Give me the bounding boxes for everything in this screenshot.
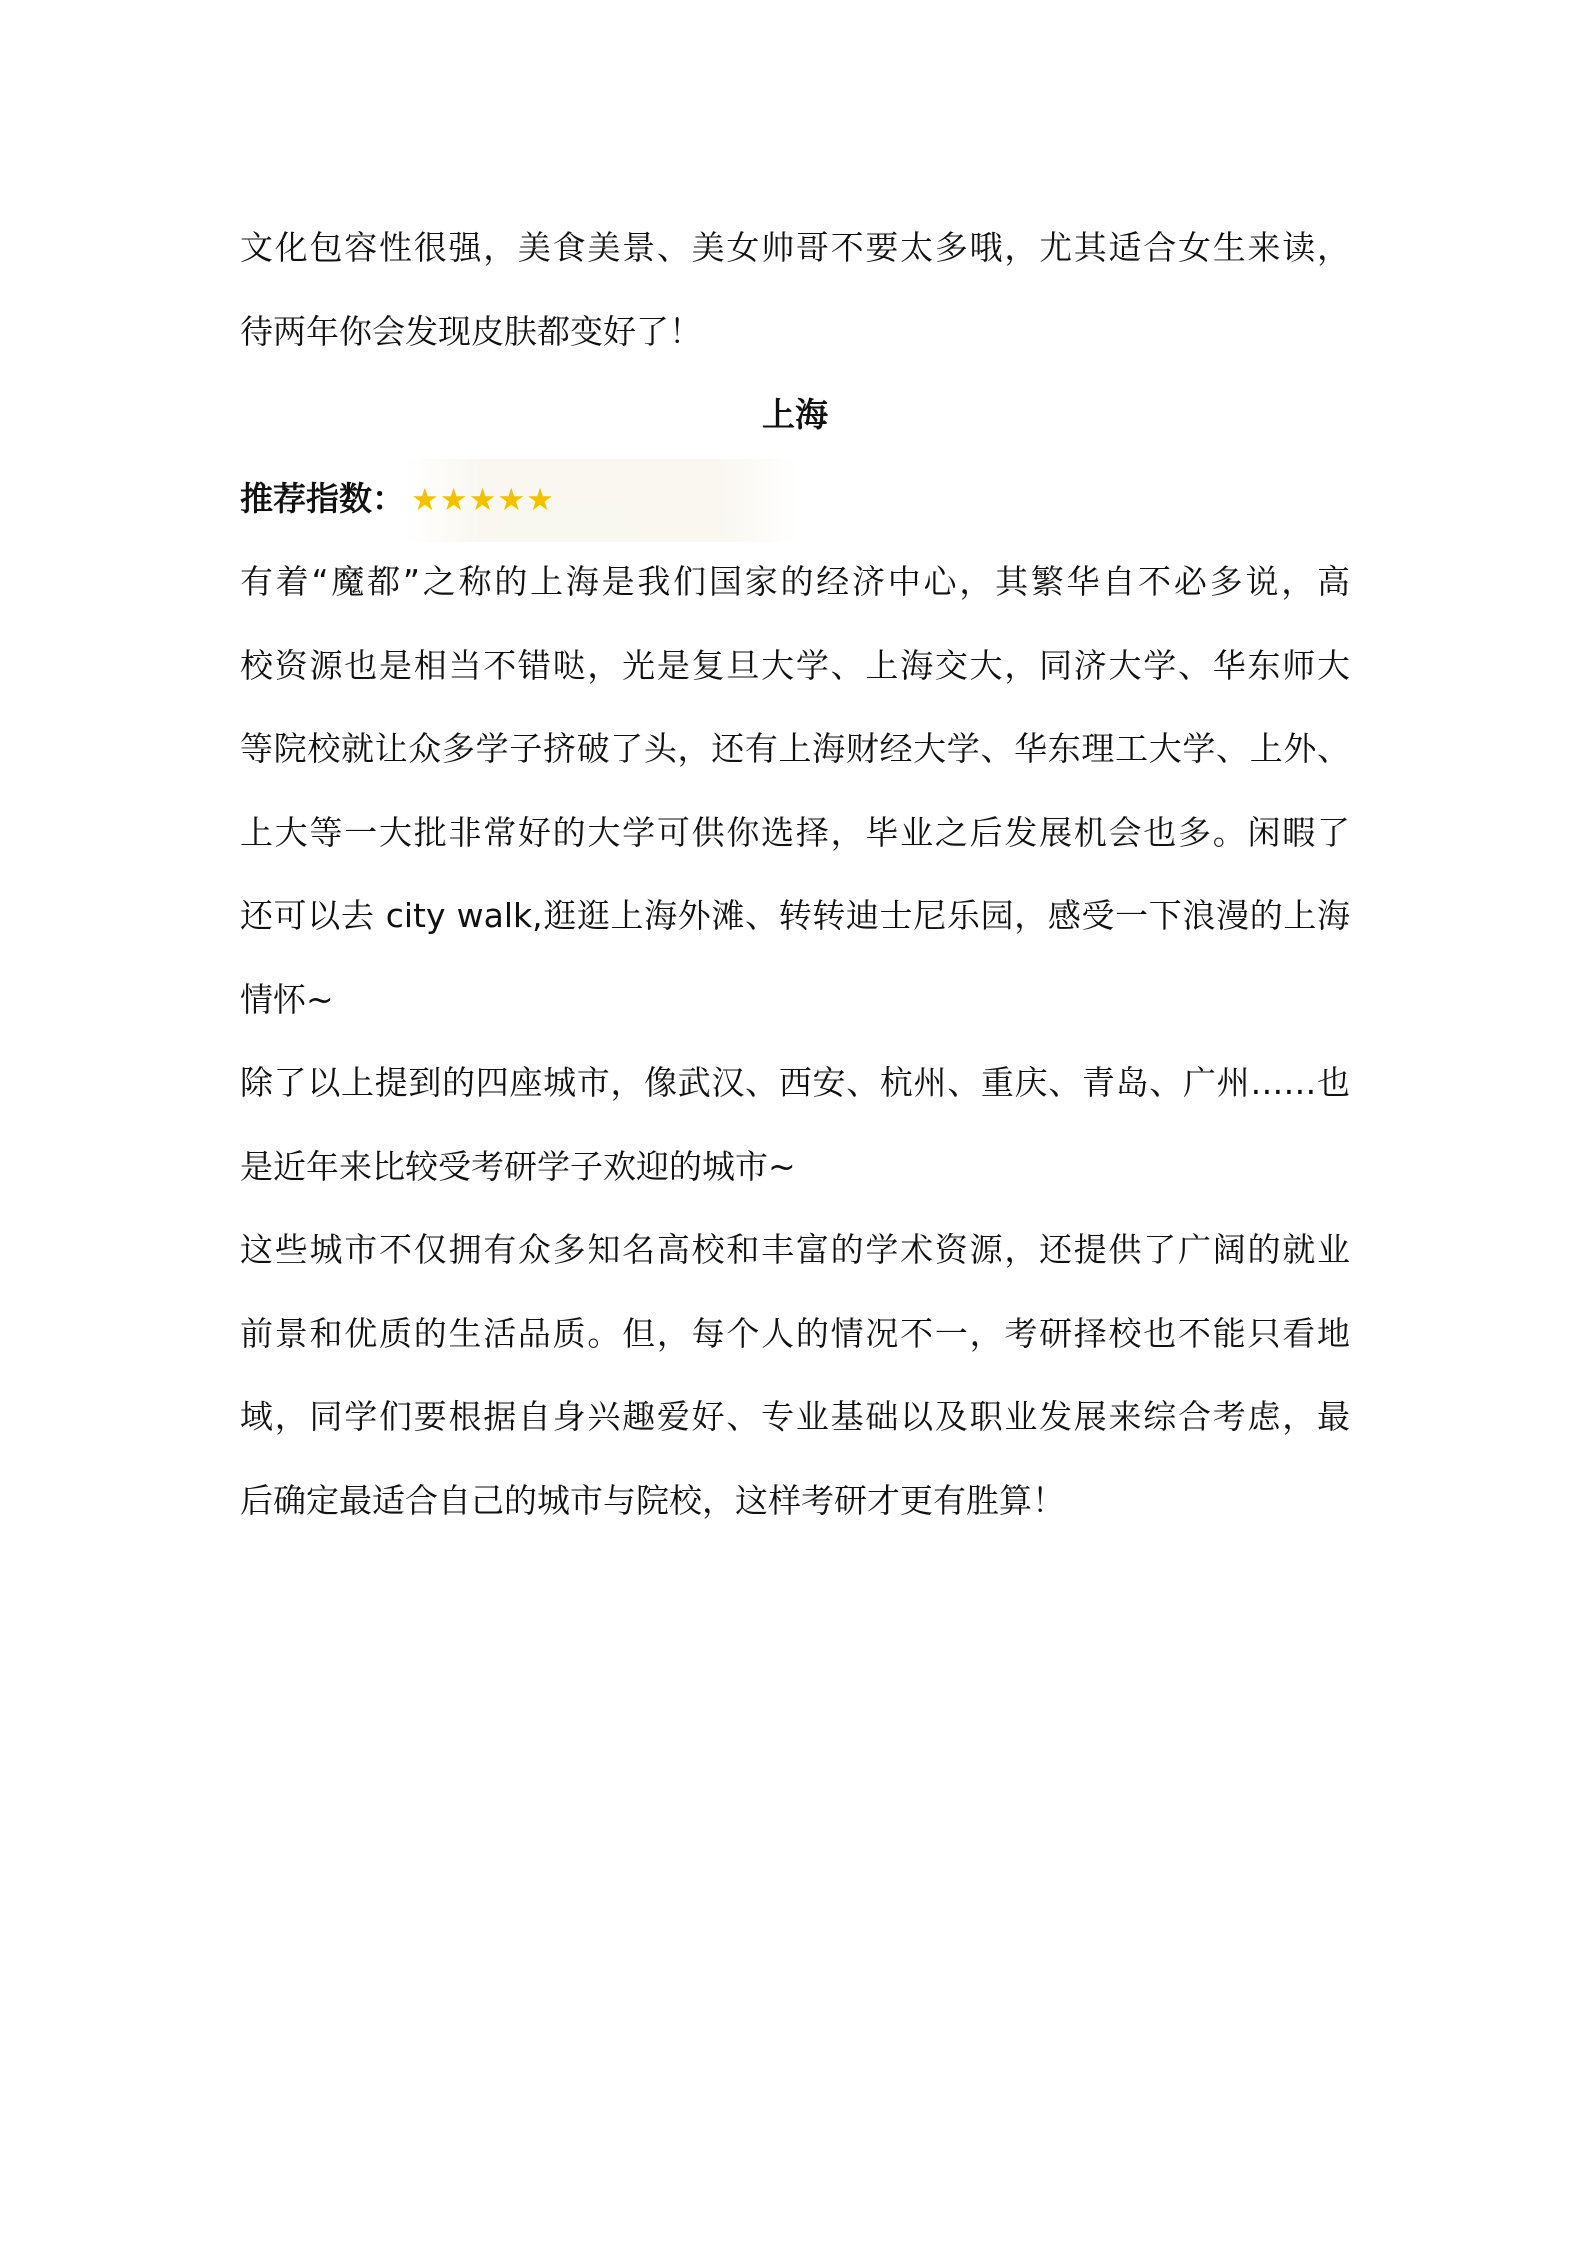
- paragraph-3-line-4: 后确定最适合自己的城市与院校，这样考研才更有胜算！: [240, 1480, 1065, 1520]
- intro-line-1: 文化包容性很强，美食美景、美女帅哥不要太多哦，尤其适合女生来读，: [240, 228, 1350, 267]
- section-title: 上海: [762, 395, 828, 434]
- paragraph-2-line-1: 除了以上提到的四座城市，像武汉、西安、杭州、重庆、青岛、广州……也: [240, 1063, 1350, 1102]
- paragraph-1-line-5: 还可以去 city walk,逛逛上海外滩、转转迪士尼乐园，感受一下浪漫的上海: [240, 896, 1350, 935]
- paragraph-1-line-1: 有着“魔都”之称的上海是我们国家的经济中心，其繁华自不必多说，高: [240, 562, 1350, 601]
- paragraph-3-line-2: 前景和优质的生活品质。但，每个人的情况不一，考研择校也不能只看地: [240, 1313, 1350, 1353]
- paragraph-3-line-3: 域，同学们要根据自身兴趣爱好、专业基础以及职业发展来综合考虑，最: [240, 1397, 1350, 1436]
- rating-row: [240, 457, 1350, 541]
- paragraph-1-line-6: 情怀~: [240, 979, 334, 1019]
- paragraph-2-line-2: 是近年来比较受考研学子欢迎的城市~: [240, 1146, 796, 1186]
- paragraph-3-line-1: 这些城市不仅拥有众多知名高校和丰富的学术资源，还提供了广阔的就业: [240, 1230, 1350, 1269]
- paragraph-1-line-2: 校资源也是相当不错哒，光是复旦大学、上海交大，同济大学、华东师大: [240, 645, 1350, 685]
- rating-label: 推荐指数：: [240, 478, 405, 518]
- paragraph-1-line-4: 上大等一大批非常好的大学可供你选择，毕业之后发展机会也多。闲暇了: [240, 812, 1350, 852]
- document-content: [240, 206, 1350, 1542]
- intro-line-2: 待两年你会发现皮肤都变好了！: [240, 311, 702, 351]
- paragraph-1-line-3: 等院校就让众多学子挤破了头，还有上海财经大学、华东理工大学、上外、: [240, 729, 1350, 768]
- rating-stars: ★★★★★: [405, 459, 797, 543]
